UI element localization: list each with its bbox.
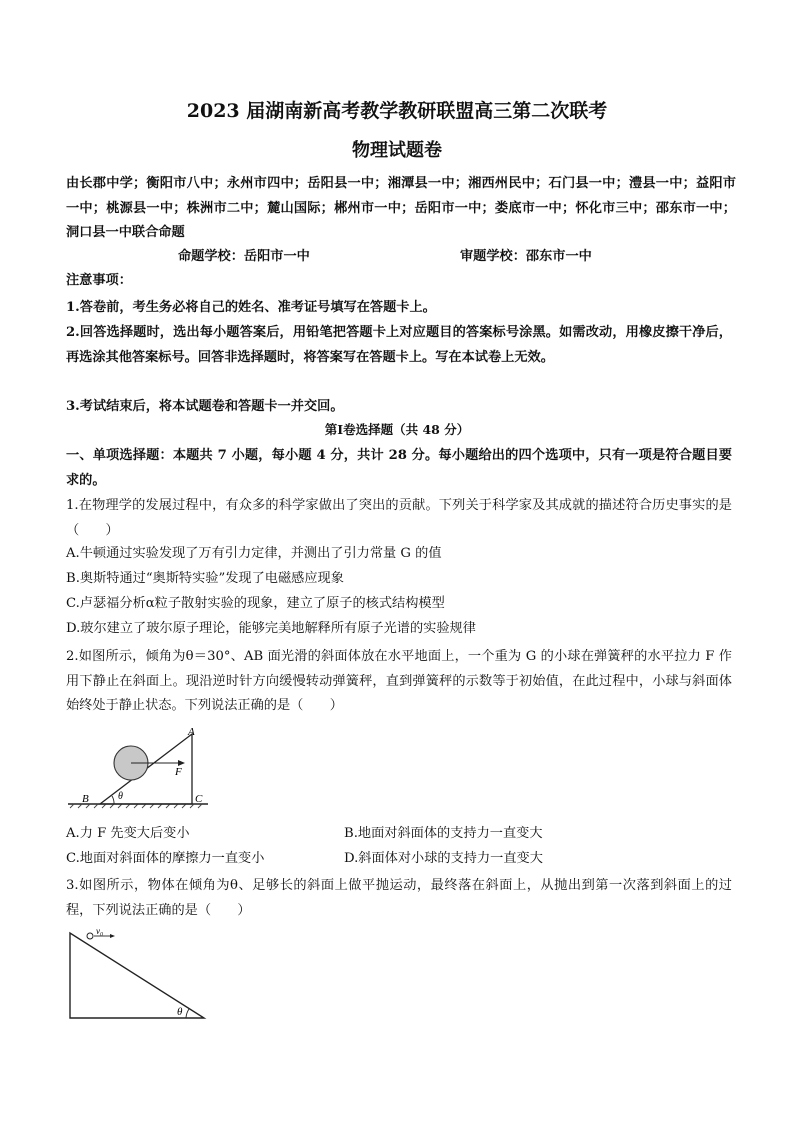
reviewer-school: 审题学校：邵东市一中 [460,249,592,264]
slope-triangle [70,933,204,1018]
label-c: C [195,793,203,805]
notes-heading: 注意事项： [66,273,132,288]
label-f: F [175,766,182,778]
note-item-1: 1.答卷前，考生务必将自己的姓名、准考证号填写在答题卡上。 [66,300,436,315]
q1-stem: 1.在物理学的发展过程中，有众多的科学家做出了突出的贡献。下列关于科学家及其成就的描述符合历史事实的是（ ） [66,498,732,538]
q3-incline-figure [62,925,212,1025]
v0-arrowhead [110,934,115,938]
projectile [87,933,93,939]
exam-title: 2023 届湖南新高考教学教研联盟高三第二次联考 [186,100,608,122]
q2-option-a: A.力 F 先变大后变小 [66,826,190,841]
label-v0: v₀ [96,926,104,936]
label-a: A [188,726,195,738]
q1-option-d: D.玻尔建立了玻尔原子理论，能够完美地解释所有原子光谱的实验规律 [66,621,476,636]
q2-stem: 2.如图所示，倾角为θ＝30°、AB 面光滑的斜面体放在水平地面上，一个重为 G 的小球在弹簧秤的水平拉力 F 作用下静止在斜面上。现沿逆时针方向缓慢转动弹簧秤，直到弹簧秤的示数等于初始值，在此过程中，小球与斜面体始终处于静止状态。下列说法正确的是（ ） [66,649,732,713]
exam-subtitle: 物理试题卷 [352,140,442,161]
label-b: B [82,793,89,805]
q1-option-a: A.牛顿通过实验发现了万有引力定律，并测出了引力常量 G 的值 [66,546,442,561]
setter-school: 命题学校：岳阳市一中 [178,249,310,264]
label-theta: θ [118,791,123,802]
section-title: 第Ⅰ卷选择题（共 48 分） [324,422,470,437]
theta-arc [186,1009,189,1018]
part-1-instructions: 一、单项选择题：本题共 7 小题，每小题 4 分，共计 28 分。每小题给出的四个选项中，只有一项是符合题目要求的。 [66,448,732,488]
q2-option-d: D.斜面体对小球的支持力一直变大 [344,851,543,866]
label-theta: θ [177,1006,183,1018]
q1-option-c: C.卢瑟福分析α粒子散射实验的现象，建立了原子的核式结构模型 [66,596,445,611]
theta-arc [112,796,114,804]
note-item-3: 3.考试结束后，将本试题卷和答题卡一并交回。 [66,399,344,414]
q3-stem: 3.如图所示，物体在倾角为θ、足够长的斜面上做平抛运动，最终落在斜面上，从抛出到第一次落到斜面上的过程，下列说法正确的是（ ） [66,878,732,918]
joint-schools: 由长郡中学；衡阳市八中；永州市四中；岳阳县一中；湘潭县一中；湘西州民中；石门县一中；澧县一中；益阳市一中；桃源县一中；株洲市二中；麓山国际；郴州市一中；岳阳市一中；娄底市一中；怀化市三中；邵东市一中；洞口县一中联合命题 [66,176,736,240]
q1-option-b: B.奥斯特通过“奥斯特实验”发现了电磁感应现象 [66,571,344,586]
q2-option-b: B.地面对斜面体的支持力一直变大 [344,826,543,841]
q2-incline-figure [60,722,220,822]
q2-option-c: C.地面对斜面体的摩擦力一直变小 [66,851,265,866]
note-item-2: 2.回答选择题时，选出每小题答案后，用铅笔把答题卡上对应题目的答案标号涂黑。如需改动，用橡皮擦干净后，再选涂其他答案标号。回答非选择题时，将答案写在答题卡上。写在本试卷上无效。 [66,325,732,365]
